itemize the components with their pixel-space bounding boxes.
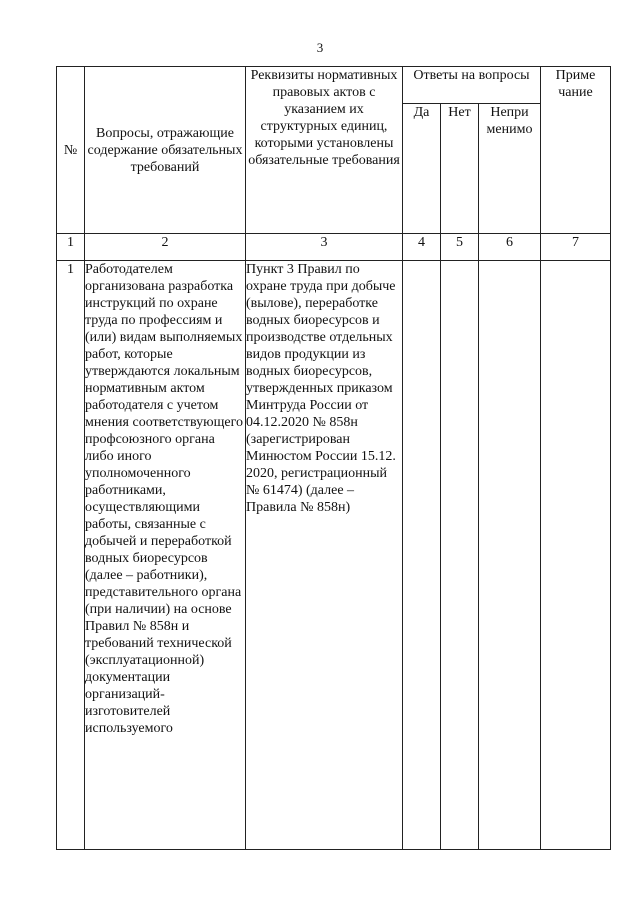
column-number: 5 — [441, 234, 479, 261]
answer-yes-cell[interactable] — [403, 261, 441, 850]
row-question: Работодателем организована разработка инструкций по охране труда по профессиям и (или) видам выполняемых работ, которые утверждаются локальным нормативным актом работодателя с учетом мнения соответствующего профсоюзного органа либо иного уполномоченного работниками, осуществляющими работы, связанные с добычей и переработкой водных биоресурсов (далее – работники), представительного органа (при наличии) на основе Правил № 858н и требований технической (эксплуатационной) документации организаций-изготовителей используемого — [85, 261, 246, 850]
column-number: 1 — [57, 234, 85, 261]
header-no-answer: Нет — [441, 104, 479, 234]
table-row — [57, 261, 611, 850]
page-number: 3 — [316, 40, 324, 55]
checklist-table — [56, 66, 611, 850]
column-number-row — [57, 234, 611, 261]
row-requisite: Пункт 3 Правил по охране труда при добыче (вылове), переработке водных биоресурсов и производстве отдельных видов продукции из водных биоресурсов, утвержденных приказом Минтруда России от 04.12.2020 № 858н (зарегистрирован Минюстом России 15.12. 2020, регистрационный № 61474) (далее – Правила № 858н) — [246, 261, 403, 850]
header-requisites: Реквизиты нормативных правовых актов с указанием их структурных единиц, которыми установлены обязательные требования — [246, 67, 403, 234]
header-row-1 — [57, 67, 611, 104]
column-number: 7 — [541, 234, 611, 261]
header-yes: Да — [403, 104, 441, 234]
row-number: 1 — [57, 261, 85, 850]
header-not-applicable: Непри менимо — [479, 104, 541, 234]
header-no: № — [57, 67, 85, 234]
note-cell[interactable] — [541, 261, 611, 850]
header-questions: Вопросы, отражающие содержание обязательных требований — [85, 67, 246, 234]
answer-no-cell[interactable] — [441, 261, 479, 850]
column-number: 2 — [85, 234, 246, 261]
column-number: 6 — [479, 234, 541, 261]
header-answers: Ответы на вопросы — [403, 67, 541, 104]
answer-not-applicable-cell[interactable] — [479, 261, 541, 850]
column-number: 3 — [246, 234, 403, 261]
header-note: Приме чание — [541, 67, 611, 234]
column-number: 4 — [403, 234, 441, 261]
